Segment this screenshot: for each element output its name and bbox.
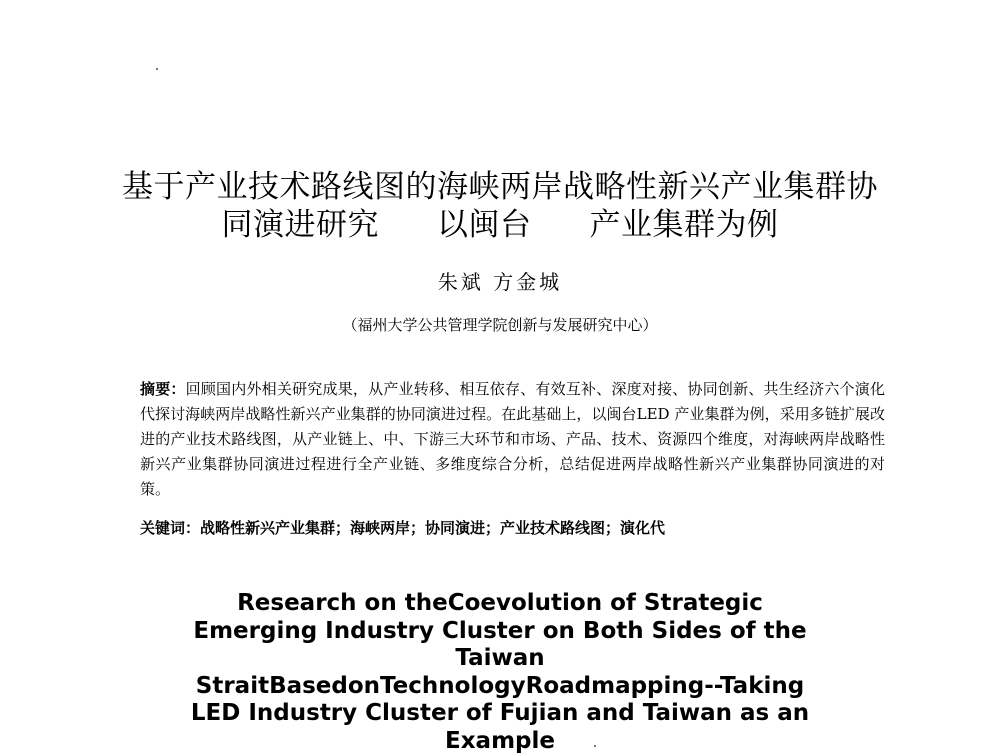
english-title-line: LED Industry Cluster of Fujian and Taiwan as an [190, 700, 810, 726]
chinese-title-line-2 [0, 206, 1000, 244]
chinese-title-line-1: 基于产业技术路线图的海峡两岸战略性新兴产业集群协 [122, 169, 878, 205]
abstract-label: 摘要： [140, 380, 186, 398]
english-title-line: Emerging Industry Cluster on Both Sides of the [193, 617, 807, 644]
english-title-line: Taiwan [455, 645, 545, 671]
keywords [140, 516, 885, 541]
chinese-title-part-1: 同演进研究 [221, 207, 379, 243]
scan-speck [156, 68, 158, 70]
english-title-line: StraitBasedonTechnologyRoadmapping--Taking [195, 672, 805, 699]
english-title-line: Example [445, 727, 555, 754]
affiliation: （福州大学公共管理学院创新与发展研究中心） [342, 316, 658, 334]
english-title [140, 590, 860, 755]
english-title-line: Research on theCoevolution of Strategic [237, 590, 763, 616]
chinese-title [0, 168, 1000, 244]
abstract [140, 377, 885, 502]
chinese-title-part-2: 以闽台 [437, 207, 532, 243]
keywords-label: 关键词： [140, 519, 201, 537]
keywords-text: 战略性新兴产业集群；海峡两岸；协同演进；产业技术路线图；演化代 [200, 519, 666, 537]
authors: 朱斌 方金城 [437, 270, 563, 294]
chinese-title-part-3: 产业集群为例 [589, 207, 779, 243]
abstract-text: 回顾国内外相关研究成果，从产业转移、相互依存、有效互补、深度对接、协同创新、共生经济六个演化代探讨海峡两岸战略性新兴产业集群的协同演进过程。在此基础上，以闽台LED 产业集群为例，采用多链扩展改进的产业技术路线图，从产业链上、中、下游三大环节和市场、产品、技术、资源四个维度，对海峡两岸战略性新兴产业集群协同演进过程进行全产业链、多维度综合分析，总结促进两岸战略性新兴产业集群协同演进的对策。 [140, 380, 885, 498]
